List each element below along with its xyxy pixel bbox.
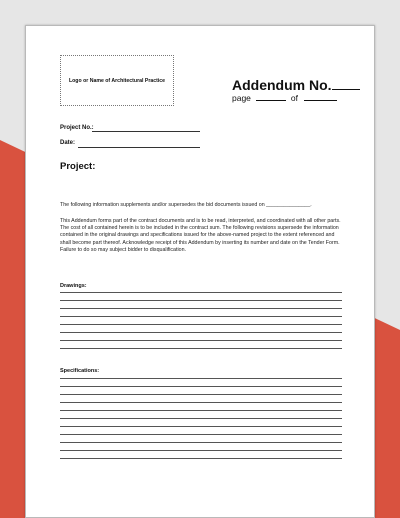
page-count-line <box>232 93 337 103</box>
project-no-line <box>92 131 200 132</box>
intro-paragraph: The following information supplements and/or supersedes the bid documents issued on _______________. <box>60 202 312 208</box>
specifications-line <box>60 394 342 395</box>
drawings-line <box>60 300 342 301</box>
specifications-line <box>60 402 342 403</box>
date-line <box>78 147 200 148</box>
addendum-title-text: Addendum No. <box>232 77 332 93</box>
of-label: of <box>290 93 299 103</box>
specifications-line <box>60 458 342 459</box>
specifications-line <box>60 450 342 451</box>
drawings-line <box>60 308 342 309</box>
addendum-document <box>25 25 375 518</box>
drawings-label: Drawings: <box>60 283 87 289</box>
specifications-line <box>60 418 342 419</box>
specifications-line <box>60 410 342 411</box>
page-number-blank <box>256 93 286 101</box>
logo-placeholder-text: Logo or Name of Architectural Practice <box>68 77 166 84</box>
date-label: Date: <box>60 140 76 146</box>
drawings-line <box>60 324 342 325</box>
drawings-line <box>60 348 342 349</box>
drawings-line <box>60 292 342 293</box>
specifications-line <box>60 442 342 443</box>
page-label: page <box>232 93 251 103</box>
specifications-label: Specifications: <box>60 368 100 374</box>
terms-paragraph: This Addendum forms part of the contract documents and is to be read, interpreted, and coordinated with all other parts. The cost of all contained herein is to be included in the contract sum. The following revisions supersede the information contained in the original drawings and specifications issued for the above-named project to the extent referenced and shall become part thereof. Acknowledge receipt of this Addendum by inserting its number and date on the Tender Form. Failure to do so may subject bidder to disqualification. <box>60 218 341 253</box>
addendum-title <box>232 77 360 93</box>
project-no-label: Project No.: <box>60 125 94 131</box>
drawings-line <box>60 316 342 317</box>
drawings-line <box>60 332 342 333</box>
specifications-line <box>60 434 342 435</box>
drawings-line <box>60 340 342 341</box>
specifications-line <box>60 378 342 379</box>
addendum-number-blank <box>332 79 360 90</box>
specifications-line <box>60 386 342 387</box>
page-total-blank <box>304 93 337 101</box>
specifications-line <box>60 426 342 427</box>
logo-placeholder <box>60 55 174 106</box>
project-title: Project: <box>60 161 96 172</box>
